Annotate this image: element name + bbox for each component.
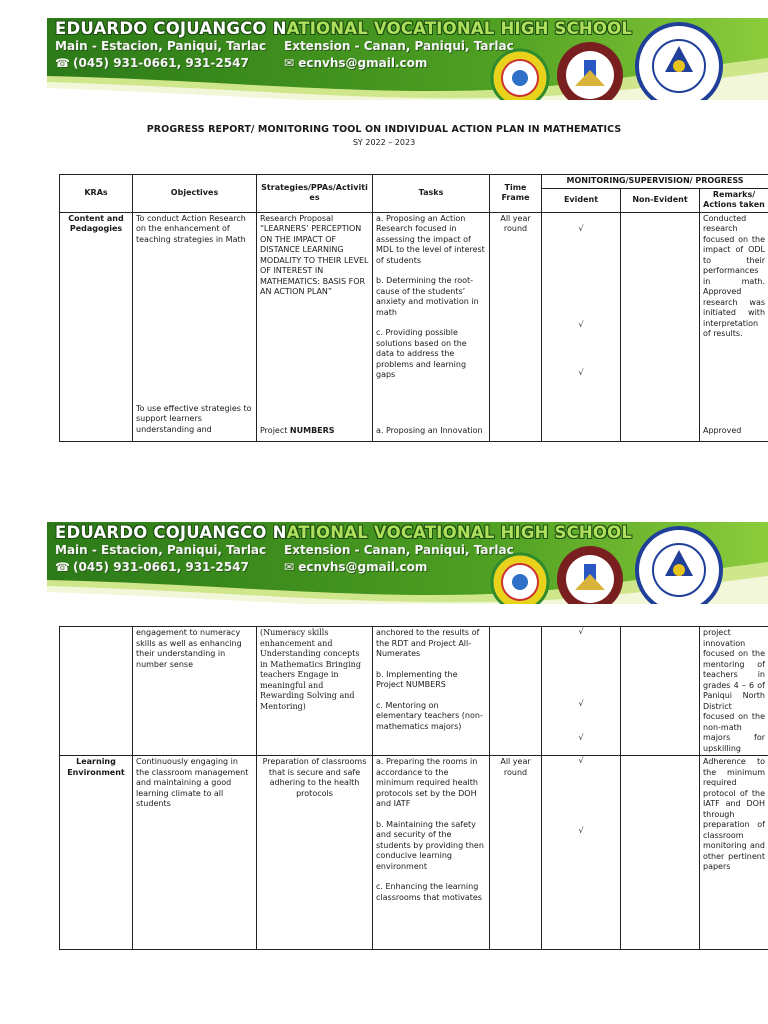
remarks-cell: Adherence to the minimum required protocol of the IATF and DOH through preparation of classroom monitoring and other pertinent papers (700, 756, 768, 950)
tasks-cell (373, 212, 490, 441)
envelope-icon: ✉ (284, 560, 299, 574)
evident-cell (542, 756, 621, 950)
header-non-evident: Non-Evident (621, 188, 700, 212)
header-monitoring: MONITORING/SUPERVISION/ PROGRESS (542, 175, 768, 189)
kra-cell: Learning Environment (60, 756, 133, 950)
remarks-cell: project innovation focused on the mentoring of teachers in grades 4 – 6 of Paniqui North District focused on the non-math majors for upskilling (700, 627, 768, 756)
evident-cell (542, 212, 621, 441)
phone-number: ☎ (045) 931-0661, 931-2547 (55, 56, 249, 70)
tasks-cell (373, 627, 490, 756)
strategies-cell: (Numeracy skills enhancement and Understanding concepts in Mathematics Bringing teachers Engage in meaningful and Rewarding Solving and Mentoring) (257, 627, 373, 756)
phone-number: ☎ (045) 931-0661, 931-2547 (55, 560, 249, 574)
school-header-banner (47, 522, 768, 604)
division-seal-icon (555, 40, 625, 100)
header-time-frame: Time Frame (490, 175, 542, 213)
task-item: a. Proposing an Action Research focused in assessing the impact of MDL to the level of interest of students (376, 213, 485, 265)
check-mark: √ (578, 756, 584, 765)
remarks-cell (700, 212, 768, 441)
tasks-cell (373, 756, 490, 950)
non-evident-cell (621, 756, 700, 950)
check-mark: √ (578, 367, 584, 377)
task-item: b. Determining the root-cause of the students’ anxiety and motivation in math (376, 276, 479, 317)
deped-seal-icon (635, 22, 723, 100)
task-item: c. Providing possible solutions based on the data to address the problems and learning gaps (376, 328, 467, 379)
deped-seal-icon (635, 526, 723, 604)
check-mark: √ (578, 319, 584, 329)
telephone-icon: ☎ (55, 560, 70, 574)
extension-address: Extension - Canan, Paniqui, Tarlac (284, 39, 514, 53)
header-tasks: Tasks (373, 175, 490, 213)
envelope-icon: ✉ (284, 56, 299, 70)
school-name: EDUARDO COJUANGCO NATIONAL VOCATIONAL HIGH SCHOOL (55, 19, 633, 38)
task-item: anchored to the results of the RDT and Project All-Numerates (376, 628, 480, 658)
main-address: Main - Estacion, Paniqui, Tarlac (55, 39, 267, 53)
evident-cell (542, 627, 621, 756)
strategies-cell: Preparation of classrooms that is secure and safe adhering to the health protocols (257, 756, 373, 950)
kra-cell: Content and Pedagogies (60, 212, 133, 441)
header-objectives: Objectives (133, 175, 257, 213)
time-frame-cell: All year round (490, 212, 542, 441)
email-address: ✉ ecnvhs@gmail.com (284, 56, 428, 70)
header-kras: KRAs (60, 175, 133, 213)
task-item: a. Preparing the rooms in accordance to the minimum required health protocols set by the DOH and IATF (376, 757, 478, 808)
objectives-cell: Continuously engaging in the classroom management and maintaining a good learning climate to all students (133, 756, 257, 950)
main-address: Main - Estacion, Paniqui, Tarlac (55, 543, 267, 557)
task-item: b. Maintaining the safety and security of the students by providing then conducive learning environment (376, 819, 484, 871)
strategy-text: Research Proposal “LEARNERS’ PERCEPTION ON THE IMPACT OF DISTANCE LEARNING MODALITY TO THEIR LEVEL OF INTEREST IN MATHEMATICS: BASIS FOR AN ACTION PLAN” (260, 213, 369, 296)
strategies-cell (257, 212, 373, 441)
remarks-text: Approved (703, 425, 742, 435)
objectives-cell (133, 212, 257, 441)
kra-cell (60, 627, 133, 756)
objective-text: To conduct Action Research on the enhancement of teaching strategies in Math (136, 213, 246, 244)
check-mark: √ (578, 699, 584, 708)
header-strategies: Strategies/PPAs/Activities (257, 175, 373, 213)
school-seal-icon (490, 552, 550, 604)
telephone-icon: ☎ (55, 56, 70, 70)
school-year: SY 2022 – 2023 (352, 138, 416, 147)
check-mark: √ (578, 627, 584, 636)
non-evident-cell (621, 627, 700, 756)
header-evident: Evident (542, 188, 621, 212)
task-item: c. Mentoring on elementary teachers (non-mathematics majors) (376, 700, 483, 731)
division-seal-icon (555, 544, 625, 604)
check-mark: √ (578, 733, 584, 742)
time-frame-cell: All year round (490, 756, 542, 950)
extension-address: Extension - Canan, Paniqui, Tarlac (284, 543, 514, 557)
action-plan-table-page2 (59, 626, 768, 950)
objectives-cell: engagement to numeracy skills as well as enhancing their understanding in number sense (133, 627, 257, 756)
school-seal-icon (490, 48, 550, 100)
check-mark: √ (578, 826, 584, 835)
header-remarks: Remarks/ Actions taken (700, 188, 768, 212)
objective-text: To use effective strategies to support learners understanding and (136, 403, 252, 434)
school-name: EDUARDO COJUANGCO NATIONAL VOCATIONAL HIGH SCHOOL (55, 523, 633, 542)
task-item: b. Implementing the Project NUMBERS (376, 669, 458, 689)
action-plan-table-page1 (59, 174, 768, 442)
check-mark: √ (578, 223, 584, 233)
remarks-text: Conducted research focused on the impact of ODL to their performances in math. Approved research was initiated with interpretation of results. (703, 213, 766, 338)
report-title: PROGRESS REPORT/ MONITORING TOOL ON INDIVIDUAL ACTION PLAN IN MATHEMATICS (146, 124, 622, 135)
strategy-text: Project NUMBERS (260, 425, 335, 435)
task-item: c. Enhancing the learning classrooms that motivates (376, 882, 482, 902)
task-item: a. Proposing an Innovation (376, 425, 483, 435)
time-frame-cell (490, 627, 542, 756)
email-address: ✉ ecnvhs@gmail.com (284, 560, 428, 574)
non-evident-cell (621, 212, 700, 441)
school-header-banner (47, 18, 768, 100)
